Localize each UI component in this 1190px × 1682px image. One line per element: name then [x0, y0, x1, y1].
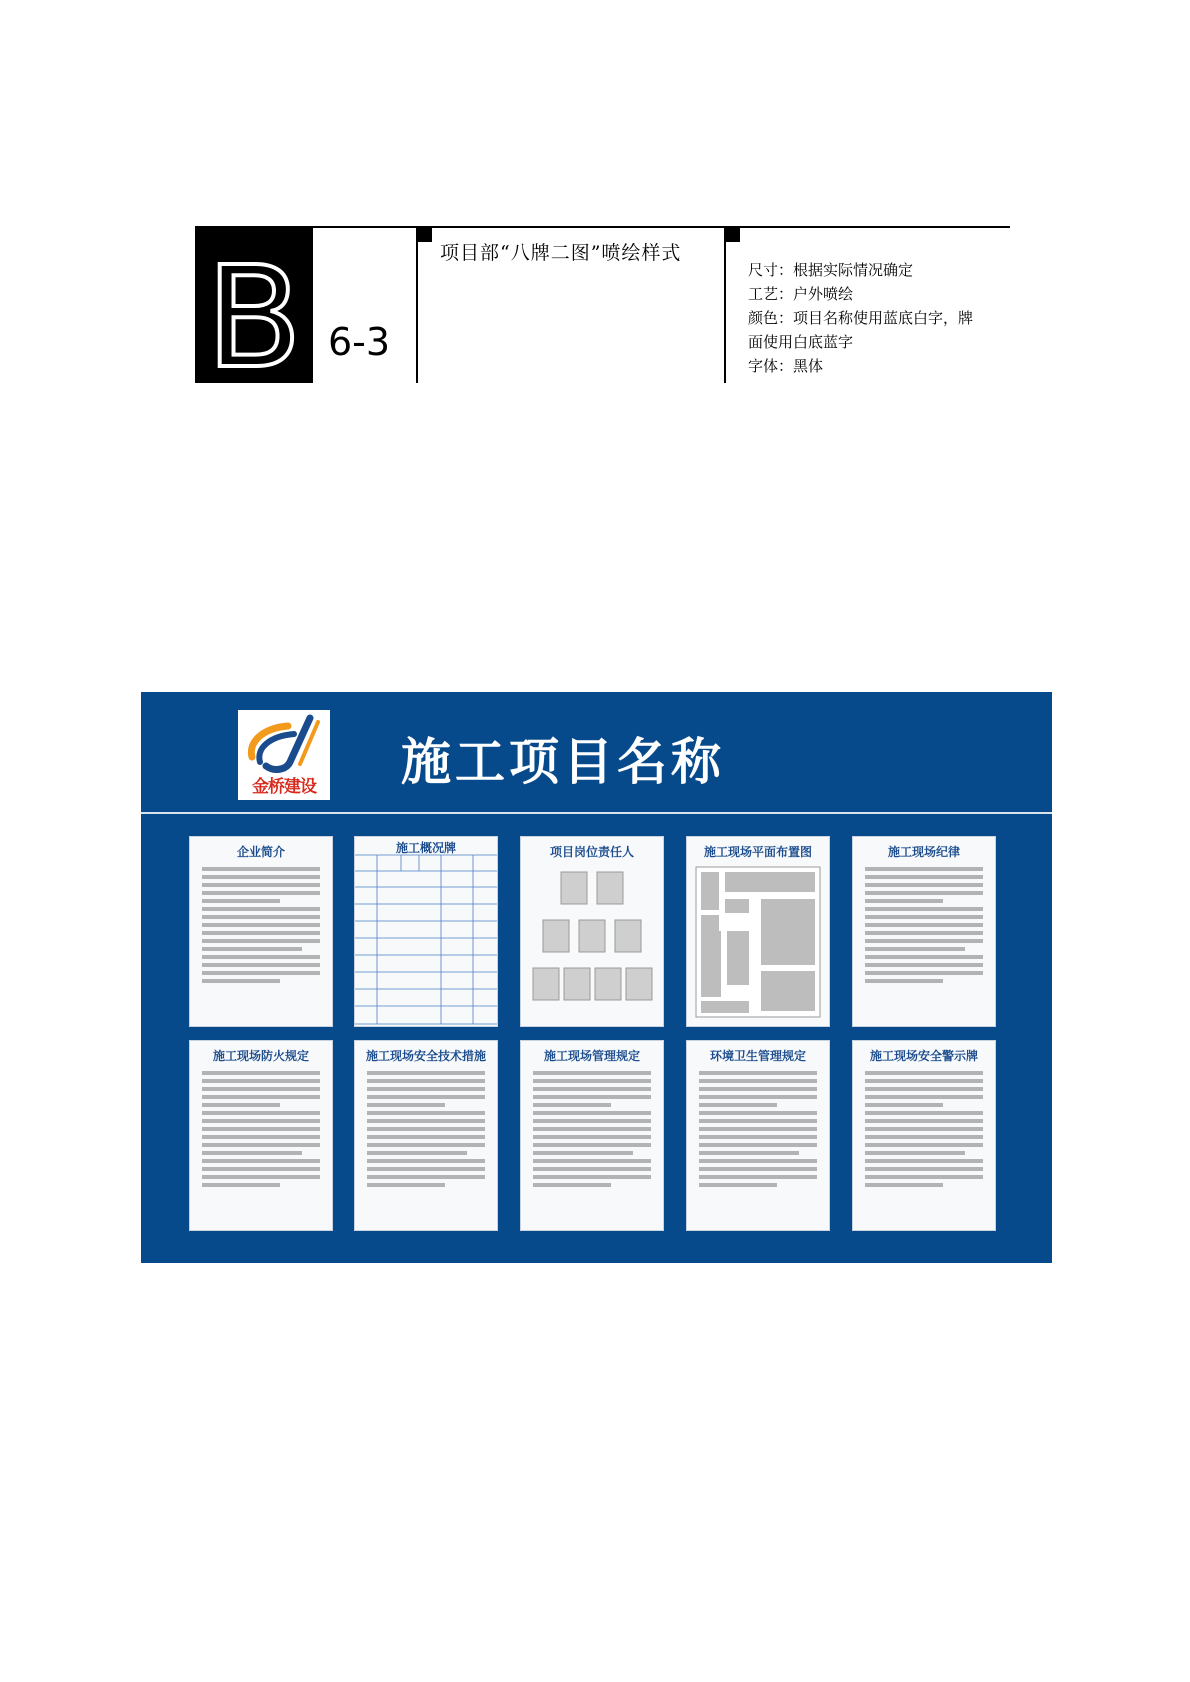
project-name-title: 施工项目名称 [401, 733, 725, 791]
text-line [865, 891, 983, 895]
text-line [202, 1087, 320, 1091]
section-code: 6-3 [328, 320, 391, 364]
text-line [367, 1151, 467, 1155]
text-line [533, 1095, 651, 1099]
page-title: 项目部“八牌二图”喷绘样式 [440, 242, 682, 264]
text-line [865, 867, 983, 871]
text-line [202, 1135, 320, 1139]
text-line [202, 875, 320, 879]
text-line [367, 1103, 445, 1107]
text-lines [533, 1071, 651, 1191]
text-line [865, 947, 965, 951]
text-line [865, 883, 983, 887]
text-line [699, 1175, 817, 1179]
panel-title: 环境卫生管理规定 [709, 1049, 806, 1063]
text-line [533, 1079, 651, 1083]
spec-item: 面使用白底蓝字 [748, 333, 854, 351]
text-line [533, 1167, 651, 1171]
header-divider [416, 226, 418, 383]
text-line [865, 923, 983, 927]
text-line [367, 1175, 485, 1179]
text-line [865, 875, 983, 879]
text-line [367, 1071, 485, 1075]
text-line [367, 1183, 445, 1187]
text-line [865, 939, 983, 943]
panel-hygiene-rules [687, 1041, 829, 1230]
spec-item: 颜色：项目名称使用蓝底白字，牌 [748, 309, 974, 327]
text-line [865, 1095, 983, 1099]
text-line [533, 1119, 651, 1123]
text-line [202, 1183, 280, 1187]
text-line [699, 1111, 817, 1115]
text-line [202, 963, 320, 967]
text-line [202, 1159, 320, 1163]
text-line [865, 899, 943, 903]
text-lines [202, 867, 320, 987]
panel-title: 施工现场平面布置图 [703, 845, 812, 859]
panel-company-intro [190, 837, 332, 1026]
text-line [533, 1087, 651, 1091]
text-line [533, 1135, 651, 1139]
text-line [699, 1135, 817, 1139]
signboard [141, 692, 1052, 1263]
text-line [202, 899, 280, 903]
section-letter-box [195, 226, 313, 383]
text-line [367, 1135, 485, 1139]
text-line [202, 1071, 320, 1075]
text-line [865, 971, 983, 975]
text-line [533, 1103, 611, 1107]
text-line [202, 867, 320, 871]
panel-staff-responsibility [521, 837, 663, 1026]
text-line [699, 1119, 817, 1123]
text-line [699, 1151, 799, 1155]
text-line [202, 931, 320, 935]
text-line [865, 1175, 983, 1179]
panel-title: 施工现场防火规定 [212, 1049, 309, 1063]
text-line [202, 1151, 302, 1155]
text-line [533, 1071, 651, 1075]
panel-fire-rules [190, 1041, 332, 1230]
text-line [865, 963, 983, 967]
text-line [202, 939, 320, 943]
text-line [202, 1127, 320, 1131]
text-line [533, 1183, 611, 1187]
spec-item: 工艺：户外喷绘 [748, 285, 854, 303]
site-plan-icon [687, 837, 829, 1026]
text-line [367, 1095, 485, 1099]
header-top-rule [195, 226, 1010, 228]
panel-title: 施工现场安全技术措施 [365, 1049, 486, 1063]
text-line [533, 1143, 651, 1147]
panel-title: 施工现场安全警示牌 [869, 1049, 978, 1063]
text-line [865, 1159, 983, 1163]
text-line [533, 1175, 651, 1179]
text-line [865, 955, 983, 959]
text-line [202, 883, 320, 887]
text-line [202, 1167, 320, 1171]
panel-title: 施工现场纪律 [887, 845, 960, 859]
text-line [202, 1079, 320, 1083]
panel-safety-warning [853, 1041, 995, 1230]
text-line [865, 1111, 983, 1115]
text-lines [202, 1071, 320, 1191]
board-divider [141, 812, 1052, 814]
text-line [699, 1103, 777, 1107]
text-line [367, 1159, 485, 1163]
text-line [202, 1143, 320, 1147]
panel-title: 项目岗位责任人 [549, 845, 634, 859]
logo-text: 金桥建设 [252, 777, 316, 797]
text-line [202, 979, 280, 983]
section-letter: B [205, 237, 303, 383]
text-lines [865, 867, 983, 987]
text-line [533, 1127, 651, 1131]
text-line [202, 1119, 320, 1123]
text-line [202, 891, 320, 895]
text-line [865, 1143, 983, 1147]
panel-project-overview [355, 837, 497, 1026]
header-divider [724, 226, 726, 383]
text-line [367, 1111, 485, 1115]
text-line [367, 1119, 485, 1123]
section-letter-glyph [195, 226, 313, 383]
text-line [865, 1167, 983, 1171]
text-line [533, 1151, 633, 1155]
text-line [367, 1079, 485, 1083]
text-line [202, 1095, 320, 1099]
text-line [865, 1183, 943, 1187]
header-marker [416, 226, 432, 242]
spec-item: 尺寸：根据实际情况确定 [748, 261, 914, 279]
text-line [865, 979, 943, 983]
text-line [865, 1103, 943, 1107]
text-line [699, 1167, 817, 1171]
panel-safety-measures [355, 1041, 497, 1230]
text-line [699, 1159, 817, 1163]
panel-site-discipline [853, 837, 995, 1026]
text-line [202, 1111, 320, 1115]
spec-list [748, 258, 1008, 378]
panel-site-layout [687, 837, 829, 1026]
text-line [533, 1111, 651, 1115]
text-line [367, 1087, 485, 1091]
text-line [865, 915, 983, 919]
text-line [202, 1103, 280, 1107]
text-lines [367, 1071, 485, 1191]
header-marker [724, 226, 740, 242]
text-line [202, 923, 320, 927]
text-line [865, 907, 983, 911]
text-line [865, 1151, 965, 1155]
panel-title: 施工概况牌 [395, 841, 456, 855]
text-line [367, 1143, 485, 1147]
text-line [865, 931, 983, 935]
text-lines [865, 1071, 983, 1191]
text-line [865, 1127, 983, 1131]
spec-item: 字体：黑体 [748, 357, 824, 375]
text-line [865, 1119, 983, 1123]
staff-photos-icon [521, 837, 663, 1026]
text-line [699, 1087, 817, 1091]
text-line [865, 1135, 983, 1139]
overview-table-icon [355, 854, 497, 1026]
text-line [202, 971, 320, 975]
text-line [699, 1079, 817, 1083]
text-line [699, 1183, 777, 1187]
text-lines [699, 1071, 817, 1191]
text-line [865, 1087, 983, 1091]
text-line [865, 1071, 983, 1075]
text-line [699, 1071, 817, 1075]
text-line [367, 1127, 485, 1131]
text-line [533, 1159, 651, 1163]
text-line [865, 1079, 983, 1083]
text-line [699, 1143, 817, 1147]
panel-site-management [521, 1041, 663, 1230]
text-line [202, 915, 320, 919]
text-line [699, 1095, 817, 1099]
text-line [367, 1167, 485, 1171]
text-line [202, 1175, 320, 1179]
panel-title: 施工现场管理规定 [543, 1049, 640, 1063]
text-line [202, 955, 320, 959]
text-line [202, 947, 302, 951]
text-line [202, 907, 320, 911]
panel-title: 企业简介 [236, 845, 285, 859]
text-line [699, 1127, 817, 1131]
